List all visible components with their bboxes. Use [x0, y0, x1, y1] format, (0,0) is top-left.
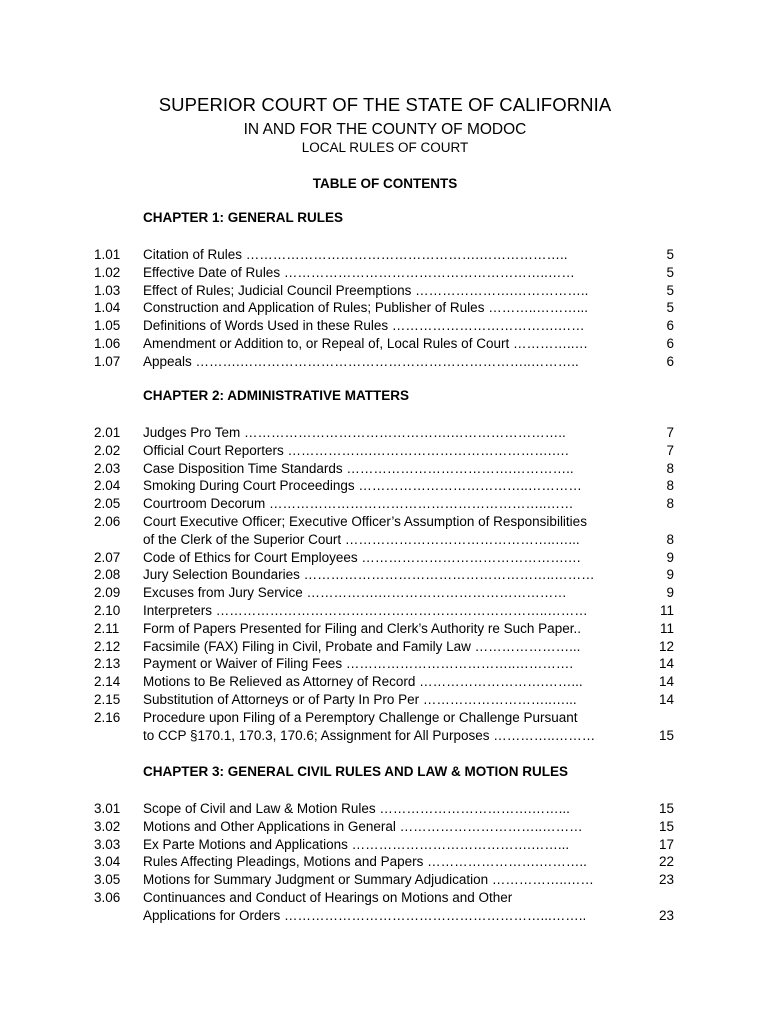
toc-entry	[94, 655, 674, 673]
toc-entry	[94, 299, 674, 317]
rule-title	[143, 673, 643, 691]
rule-number: 1.04	[94, 300, 121, 316]
toc-entry	[94, 673, 674, 691]
rule-number: 3.06	[94, 889, 121, 905]
toc-entry	[94, 638, 674, 656]
rule-title-line: Applications for Orders …………………………………………………...……..	[143, 907, 587, 923]
toc-entry	[94, 620, 674, 638]
rule-title-line: Amendment or Addition to, or Repeal of, Local Rules of Court …………..…	[143, 335, 588, 351]
toc-entry	[94, 889, 674, 925]
page-number: 9	[666, 567, 674, 583]
page-number: 5	[666, 300, 674, 316]
local-rules-subtitle: LOCAL RULES OF COURT	[301, 140, 469, 155]
rule-title	[143, 335, 643, 353]
toc-entry	[94, 442, 674, 460]
rule-title	[143, 655, 643, 673]
toc-entry	[94, 549, 674, 567]
page-number: 11	[659, 602, 674, 618]
toc-entry	[94, 477, 674, 495]
toc-entry	[94, 566, 674, 584]
rule-title	[143, 442, 643, 460]
rule-title	[143, 638, 643, 656]
rule-title	[143, 853, 643, 871]
page-number: 9	[666, 549, 674, 565]
chapter-heading: CHAPTER 1: GENERAL RULES	[143, 210, 344, 225]
rule-number: 2.11	[94, 620, 120, 636]
rule-number: 2.04	[94, 478, 121, 494]
rule-number: 3.02	[94, 818, 121, 834]
rule-number: 2.15	[94, 691, 121, 707]
rule-title	[143, 264, 643, 282]
toc-entry	[94, 282, 674, 300]
page-number: 8	[666, 460, 674, 476]
toc-entry	[94, 709, 674, 745]
rule-title-line: Rules Affecting Pleadings, Motions and Papers …………………….………..	[143, 854, 587, 870]
page-number: 8	[666, 531, 674, 547]
rule-title	[143, 477, 643, 495]
rule-title-line: Payment or Waiver of Filing Fees ………………………………..………….	[143, 656, 574, 672]
toc-heading: TABLE OF CONTENTS	[312, 176, 458, 191]
page-number: 8	[666, 478, 674, 494]
rule-title-line: Substitution of Attorneys or of Party In Pro Per ………………………..…...	[143, 691, 577, 707]
rule-number: 2.03	[94, 460, 121, 476]
rule-number: 1.07	[94, 353, 121, 369]
rule-title	[143, 709, 648, 745]
page-number: 7	[666, 425, 674, 440]
rule-title	[143, 282, 643, 300]
rule-title	[143, 836, 643, 854]
page-number: 9	[666, 585, 674, 601]
rule-title-line: Construction and Application of Rules; Publisher of Rules ………..………...	[143, 300, 588, 316]
rule-number: 2.05	[94, 496, 121, 512]
toc-entry	[94, 317, 674, 335]
page-number: 5	[666, 264, 674, 280]
rule-title-line: Motions and Other Applications in General …………………………..………	[143, 818, 583, 834]
toc-entry	[94, 602, 674, 620]
rule-title-line: Smoking During Court Proceedings ………………………………..…………	[143, 478, 582, 494]
rule-title	[143, 549, 643, 567]
chapter-heading: CHAPTER 3: GENERAL CIVIL RULES AND LAW & MOTION RULES	[143, 764, 569, 779]
toc-entry	[94, 424, 674, 442]
rule-title-line: Official Court Reporters ……………….………………………………….….	[143, 442, 569, 458]
rule-title	[143, 566, 643, 584]
rule-number: 2.12	[94, 638, 121, 654]
page-number: 6	[666, 335, 674, 351]
rule-title-line: Interpreters ………………………………………………………………..………	[143, 602, 588, 618]
rule-title	[143, 889, 648, 925]
rule-title-line: to CCP §170.1, 170.3, 170.6; Assignment for All Purposes …………..………	[143, 727, 596, 743]
rule-title-line: Excuses from Jury Service …………….……………………………………	[143, 585, 567, 601]
page-number: 23	[658, 872, 674, 888]
toc-entry	[94, 353, 674, 371]
page-number: 14	[658, 674, 674, 690]
rule-title-line: Court Executive Officer; Executive Officer’s Assumption of Responsibilities	[143, 513, 587, 529]
rule-title	[143, 353, 643, 371]
toc-entry	[94, 264, 674, 282]
toc-entry	[94, 584, 674, 602]
rule-title	[143, 246, 643, 264]
rule-number: 3.01	[94, 801, 121, 816]
page-number: 5	[666, 282, 674, 298]
chapter-entries	[94, 246, 674, 371]
rule-title-line: Code of Ethics for Court Employees ……………………………………….…	[143, 549, 582, 565]
page-number: 11	[659, 620, 674, 636]
rule-title-line: Appeals ……….………………………………………………………..………..	[143, 353, 579, 369]
toc-entry	[94, 691, 674, 709]
rule-title-line: Effective Date of Rules …………………………………………………..……	[143, 264, 575, 280]
rule-title-line: Definitions of Words Used in these Rules ……………………………….……	[143, 318, 585, 334]
rule-number: 2.10	[94, 602, 121, 618]
rule-title-line: Judges Pro Tem ……………………………………….……………………..	[143, 425, 566, 440]
rule-title	[143, 602, 643, 620]
rule-number: 2.02	[94, 442, 121, 458]
rule-title-line: Citation of Rules …………………………………………….………………..	[143, 247, 568, 262]
rule-title	[143, 800, 643, 818]
toc-entry	[94, 460, 674, 478]
rule-number: 2.08	[94, 567, 121, 583]
rule-number: 3.04	[94, 854, 121, 870]
toc-entry	[94, 871, 674, 889]
rule-title-line: Scope of Civil and Law & Motion Rules …………………………….……...	[143, 801, 570, 816]
rule-title-line: Facsimile (FAX) Filing in Civil, Probate and Family Law …………………...	[143, 638, 581, 654]
toc-entry	[94, 495, 674, 513]
rule-title-line: Form of Papers Presented for Filing and Clerk’s Authority re Such Paper..	[143, 620, 581, 636]
toc-entry	[94, 818, 674, 836]
toc-entry	[94, 836, 674, 854]
rule-title	[143, 871, 643, 889]
page-number: 15	[658, 818, 674, 834]
chapter-entries	[94, 424, 674, 744]
toc-entry	[94, 513, 674, 549]
rule-title	[143, 460, 643, 478]
toc-entry	[94, 800, 674, 818]
rule-number: 1.01	[94, 247, 121, 262]
rule-number: 2.07	[94, 549, 121, 565]
rule-number: 1.02	[94, 264, 121, 280]
page-number: 6	[666, 318, 674, 334]
rule-title-line: Courtroom Decorum ……………………………………………………..……	[143, 496, 574, 512]
page-number: 17	[658, 836, 674, 852]
rule-number: 3.03	[94, 836, 121, 852]
rule-title	[143, 299, 643, 317]
rule-number: 1.03	[94, 282, 121, 298]
rule-title	[143, 691, 643, 709]
rule-title	[143, 424, 643, 442]
court-title: SUPERIOR COURT OF THE STATE OF CALIFORNIA	[158, 94, 612, 115]
rule-title	[143, 818, 643, 836]
rule-title-line: Continuances and Conduct of Hearings on Motions and Other	[143, 889, 513, 905]
rule-title-line: Motions for Summary Judgment or Summary Adjudication ……………..……	[143, 872, 594, 888]
rule-number: 2.14	[94, 674, 121, 690]
county-subtitle: IN AND FOR THE COUNTY OF MODOC	[243, 121, 527, 138]
rule-number: 3.05	[94, 872, 121, 888]
rule-number: 2.01	[94, 425, 121, 440]
rule-title-line: Jury Selection Boundaries ………………………………………………..………	[143, 567, 595, 583]
rule-number: 2.13	[94, 656, 121, 672]
rule-title-line: of the Clerk of the Superior Court ………………………………………..…...	[143, 531, 580, 547]
rule-number: 2.06	[94, 513, 121, 529]
page-number: 8	[666, 496, 674, 512]
page-number: 15	[658, 801, 674, 816]
rule-title	[143, 620, 643, 638]
rule-title	[143, 495, 643, 513]
rule-title-line: Ex Parte Motions and Applications ………………………………….……...	[143, 836, 570, 852]
rule-title	[143, 513, 648, 549]
toc-entry	[94, 246, 674, 264]
rule-title-line: Motions to Be Relieved as Attorney of Record ……………………….……...	[143, 674, 583, 690]
rule-number: 2.16	[94, 709, 121, 725]
page-number: 12	[658, 638, 674, 654]
page-number: 23	[658, 907, 674, 923]
rule-number: 2.09	[94, 585, 121, 601]
page-number: 7	[666, 442, 674, 458]
page-number: 22	[658, 854, 674, 870]
page-number: 6	[666, 353, 674, 369]
rule-title	[143, 584, 643, 602]
rule-title	[143, 317, 643, 335]
toc-entry	[94, 853, 674, 871]
page-number: 14	[658, 656, 674, 672]
chapter-heading: CHAPTER 2: ADMINISTRATIVE MATTERS	[143, 388, 409, 403]
page-number: 15	[658, 727, 674, 743]
toc-entry	[94, 335, 674, 353]
chapter-entries	[94, 800, 674, 925]
page-number: 14	[658, 691, 674, 707]
rule-number: 1.05	[94, 318, 121, 334]
rule-title-line: Case Disposition Time Standards ……………………………….…………..	[143, 460, 574, 476]
page-number: 5	[666, 247, 674, 262]
rule-title-line: Effect of Rules; Judicial Council Preemptions ………………….……………..	[143, 282, 589, 298]
rule-title-line: Procedure upon Filing of a Peremptory Challenge or Challenge Pursuant	[143, 709, 578, 725]
rule-number: 1.06	[94, 335, 121, 351]
